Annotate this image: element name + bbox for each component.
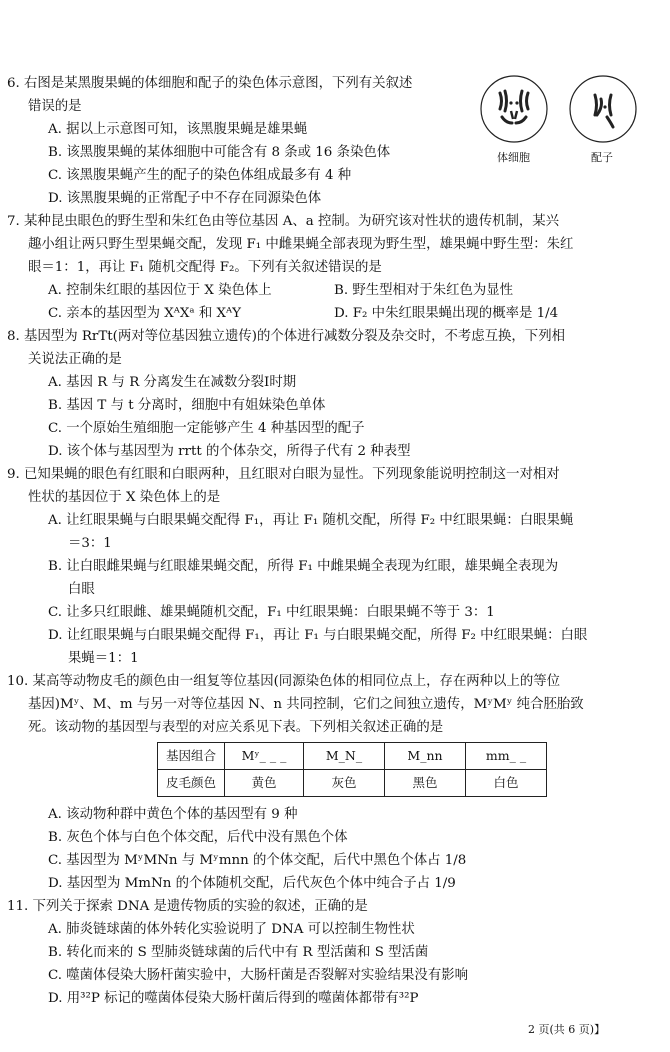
table-cell: 黑色 <box>385 770 466 797</box>
table-cell: 基因组合 <box>158 743 225 770</box>
q10-stem-line1: 10. 某高等动物皮毛的颜色由一组复等位基因(同源染色体的相同位点上，存在两种以上的等位 <box>7 674 561 689</box>
q9-option-b-cont: 白眼 <box>68 582 95 597</box>
table-cell: M_nn <box>385 743 466 770</box>
q10-option-c[interactable]: C. 基因型为 MʸMNn 与 Mʸmnn 的个体交配，后代中黑色个体占 1/8 <box>48 853 467 868</box>
q11-option-b[interactable]: B. 转化而来的 S 型肺炎链球菌的后代中有 R 型活菌和 S 型活菌 <box>48 945 429 960</box>
q6-option-a[interactable]: A. 据以上示意图可知，该黑腹果蝇是雄果蝇 <box>48 122 308 137</box>
q10-option-b[interactable]: B. 灰色个体与白色个体交配，后代中没有黑色个体 <box>48 830 348 845</box>
q6-option-d[interactable]: D. 该黑腹果蝇的正常配子中不存在同源染色体 <box>48 191 322 206</box>
gamete-label: 配子 <box>591 151 613 164</box>
table-cell: Mʸ_ _ _ <box>225 743 304 770</box>
table-cell: mm_ _ <box>466 743 547 770</box>
table-cell: 皮毛颜色 <box>158 770 225 797</box>
gamete-figure <box>567 73 639 145</box>
table-row <box>158 743 547 770</box>
q11-option-d[interactable]: D. 用³²P 标记的噬菌体侵染大肠杆菌后得到的噬菌体都带有³²P <box>48 991 419 1006</box>
q6-stem-line2: 错误的是 <box>28 99 82 114</box>
somatic-cell-label: 体细胞 <box>497 151 530 164</box>
q7-option-a[interactable]: A. 控制朱红眼的基因位于 X 染色体上 <box>48 283 272 298</box>
q7-option-d[interactable]: D. F₂ 中朱红眼果蝇出现的概率是 1/4 <box>334 306 559 321</box>
table-cell: 黄色 <box>225 770 304 797</box>
q11-stem-line1: 11. 下列关于探索 DNA 是遗传物质的实验的叙述，正确的是 <box>7 899 368 914</box>
table-cell: M_N_ <box>304 743 385 770</box>
q7-stem-line1: 7. 某种昆虫眼色的野生型和朱红色由等位基因 A、a 控制。为研究该对性状的遗传机制，某兴 <box>7 214 560 229</box>
q9-option-b[interactable]: B. 让白眼雌果蝇与红眼雄果蝇交配，所得 F₁ 中雌果蝇全表现为红眼，雄果蝇全表现为 <box>48 559 559 574</box>
q8-option-a[interactable]: A. 基因 R 与 R 分离发生在减数分裂Ⅰ时期 <box>48 375 297 390</box>
q7-stem-line3: 眼＝1：1，再让 F₁ 随机交配得 F₂。下列有关叙述错误的是 <box>28 260 382 275</box>
q9-option-a[interactable]: A. 让红眼果蝇与白眼果蝇交配得 F₁，再让 F₁ 随机交配，所得 F₂ 中红眼果蝇：白眼果蝇 <box>48 513 574 528</box>
q9-stem-line1: 9. 已知果蝇的眼色有红眼和白眼两种，且红眼对白眼为显性。下列现象能说明控制这一对相对 <box>7 467 560 482</box>
somatic-cell-figure <box>478 73 550 145</box>
q8-option-c[interactable]: C. 一个原始生殖细胞一定能够产生 4 种基因型的配子 <box>48 421 365 436</box>
q8-stem-line1: 8. 基因型为 RrTt(两对等位基因独立遗传)的个体进行减数分裂及杂交时，不考虑互换，下列相 <box>7 329 565 344</box>
page-number: 2 页(共 6 页)】 <box>528 1023 606 1036</box>
q8-stem-line2: 关说法正确的是 <box>28 352 122 367</box>
q6-option-c[interactable]: C. 该黑腹果蝇产生的配子的染色体组成最多有 4 种 <box>48 168 352 183</box>
q10-stem-line2: 基因)Mʸ、M、m 与另一对等位基因 N、n 共同控制，它们之间独立遗传，MʸMʸ 纯合胚胎致 <box>28 697 584 712</box>
q8-option-d[interactable]: D. 该个体与基因型为 rrtt 的个体杂交，所得子代有 2 种表型 <box>48 444 411 459</box>
q9-option-d[interactable]: D. 让红眼果蝇与白眼果蝇交配得 F₁，再让 F₁ 与白眼果蝇交配，所得 F₂ 中红眼果蝇：白眼 <box>48 628 588 643</box>
q10-stem-line3: 死。该动物的基因型与表型的对应关系见下表。下列相关叙述正确的是 <box>28 720 444 735</box>
q6-option-b[interactable]: B. 该黑腹果蝇的某体细胞中可能含有 8 条或 16 条染色体 <box>48 145 391 160</box>
q9-stem-line2: 性状的基因位于 X 染色体上的是 <box>28 490 221 505</box>
q10-option-a[interactable]: A. 该动物种群中黄色个体的基因型有 9 种 <box>48 807 298 822</box>
q10-option-d[interactable]: D. 基因型为 MmNn 的个体随机交配，后代灰色个体中纯合子占 1/9 <box>48 876 456 891</box>
table-cell: 白色 <box>466 770 547 797</box>
q6-stem-line1: 6. 右图是某黑腹果蝇的体细胞和配子的染色体示意图，下列有关叙述 <box>7 76 413 91</box>
q7-option-c[interactable]: C. 亲本的基因型为 XᴬXᵃ 和 XᴬY <box>48 306 241 321</box>
q11-option-a[interactable]: A. 肺炎链球菌的体外转化实验说明了 DNA 可以控制生物性状 <box>48 922 415 937</box>
q9-option-d-cont: 果蝇＝1：1 <box>68 651 139 666</box>
q9-option-a-cont: ＝3：1 <box>68 536 112 551</box>
q11-option-c[interactable]: C. 噬菌体侵染大肠杆菌实验中，大肠杆菌是否裂解对实验结果没有影响 <box>48 968 468 983</box>
q7-option-b[interactable]: B. 野生型相对于朱红色为显性 <box>334 283 514 298</box>
q8-option-b[interactable]: B. 基因 T 与 t 分离时，细胞中有姐妹染色单体 <box>48 398 326 413</box>
genotype-phenotype-table <box>157 742 547 797</box>
table-cell: 灰色 <box>304 770 385 797</box>
table-row <box>158 770 547 797</box>
q9-option-c[interactable]: C. 让多只红眼雌、雄果蝇随机交配，F₁ 中红眼果蝇：白眼果蝇不等于 3：1 <box>48 605 495 620</box>
q7-stem-line2: 趣小组让两只野生型果蝇交配，发现 F₁ 中雌果蝇全部表现为野生型，雄果蝇中野生型：朱红 <box>28 237 574 252</box>
